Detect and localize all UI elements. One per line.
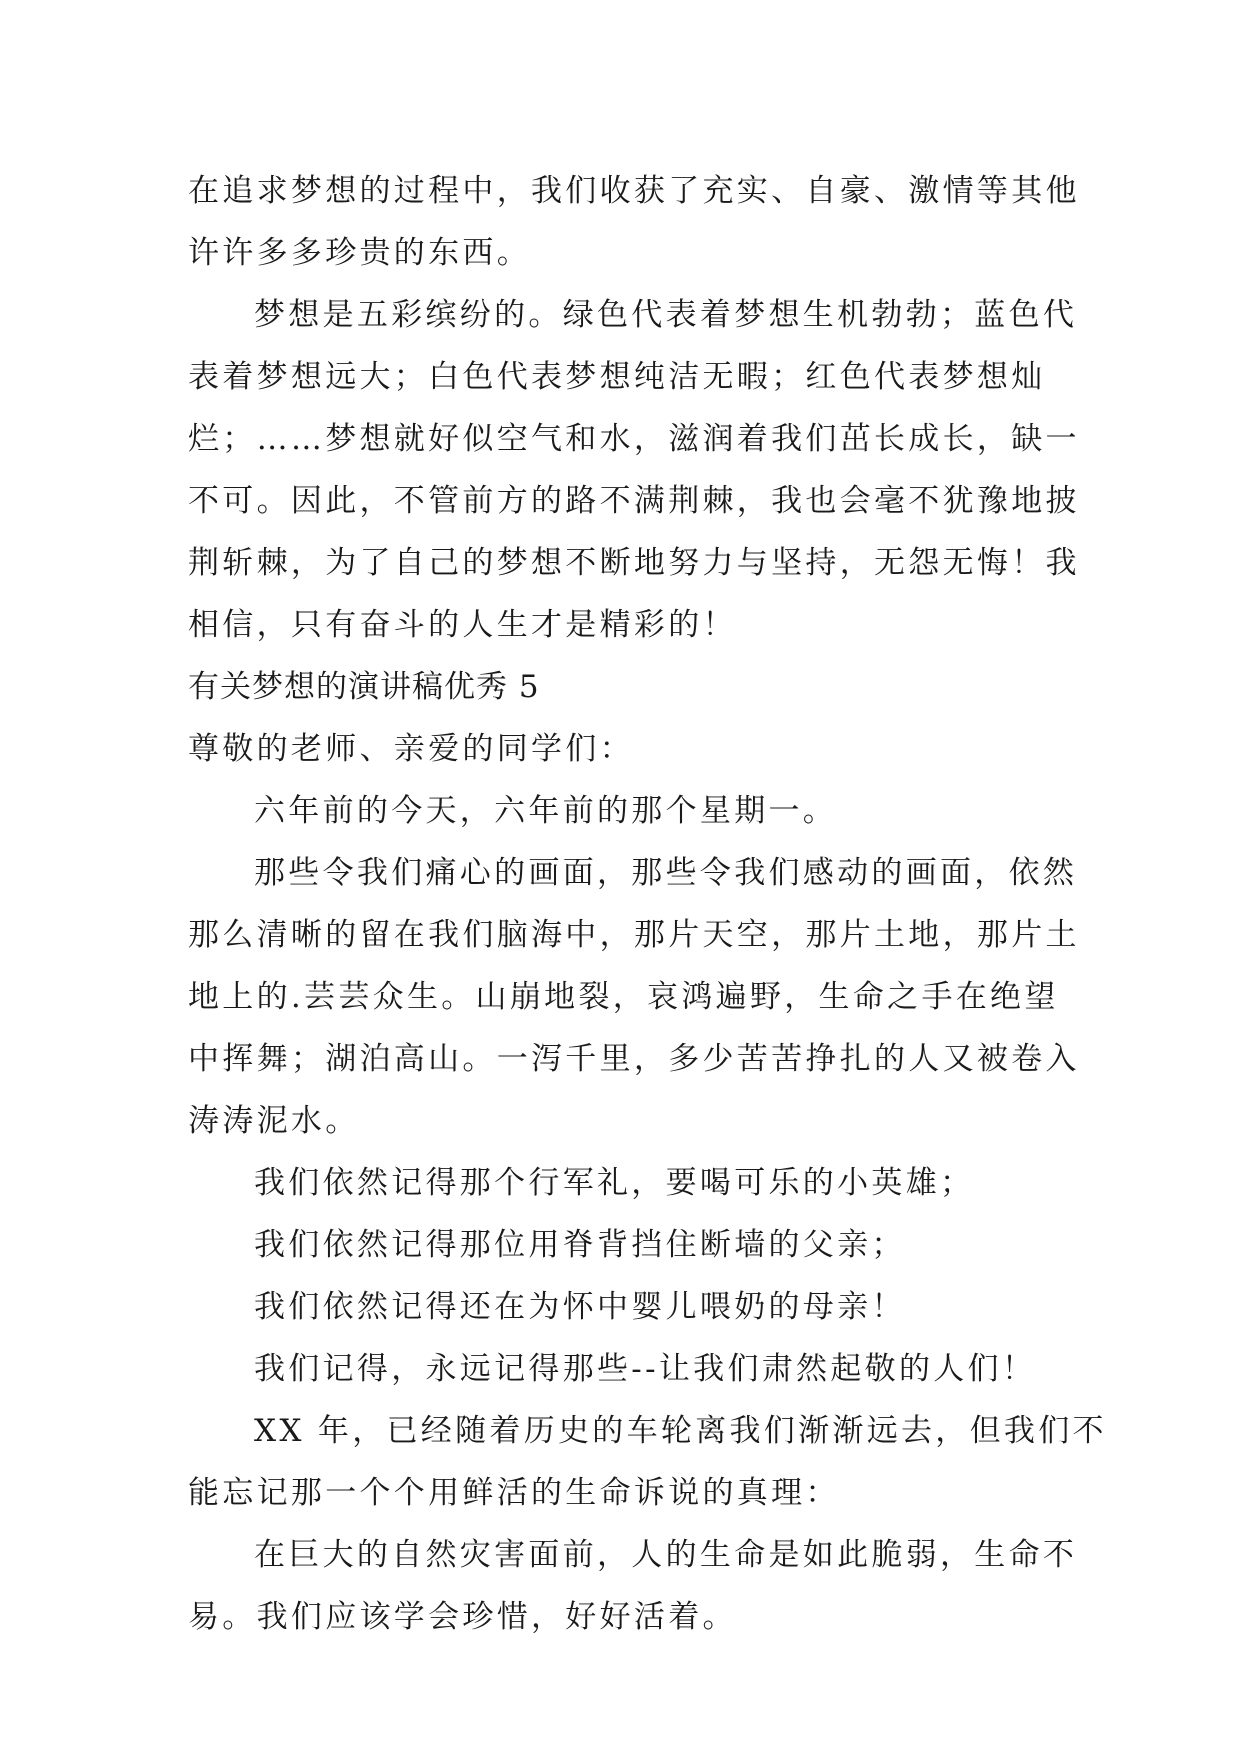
text-line: 我们依然记得那位用脊背挡住断墙的父亲； [254,1227,906,1263]
text-line: 我们记得，永远记得那些--让我们肃然起敬的人们！ [254,1351,1037,1387]
text-line: 我们依然记得还在为怀中婴儿喂奶的母亲！ [254,1289,906,1325]
text-line: 中挥舞；湖泊高山。一泻千里，多少苦苦挣扎的人又被卷入 [188,1041,1080,1077]
text-line: 那么清晰的留在我们脑海中，那片天空，那片土地，那片土 [188,917,1080,953]
text-line: 表着梦想远大；白色代表梦想纯洁无暇；红色代表梦想灿 [188,359,1046,395]
text-line: 那些令我们痛心的画面，那些令我们感动的画面，依然 [254,855,1078,891]
text-line: 许许多多珍贵的东西。 [188,235,531,271]
text-line: 能忘记那一个个用鲜活的生命诉说的真理： [188,1475,840,1511]
text-line: 荆斩棘，为了自己的梦想不断地努力与坚持，无怨无悔！我 [188,545,1080,581]
text-line: 在追求梦想的过程中，我们收获了充实、自豪、激情等其他 [188,173,1080,209]
document-body [188,160,1107,1648]
text-line: XX 年，已经随着历史的车轮离我们渐渐远去，但我们不 [254,1413,1107,1449]
text-line: 相信，只有奋斗的人生才是精彩的！ [188,607,737,643]
text-line: 不可。因此，不管前方的路不满荆棘，我也会毫不犹豫地披 [188,483,1080,519]
salutation: 尊敬的老师、亲爱的同学们： [188,731,634,767]
text-line: 涛涛泥水。 [188,1103,360,1139]
text-line: 六年前的今天，六年前的那个星期一。 [254,793,838,829]
text-line: 地上的.芸芸众生。山崩地裂，哀鸿遍野，生命之手在绝望 [188,979,1059,1015]
text-line: 易。我们应该学会珍惜，好好活着。 [188,1599,737,1635]
text-line: 梦想是五彩缤纷的。绿色代表着梦想生机勃勃；蓝色代 [254,297,1078,333]
text-line: 我们依然记得那个行军礼，要喝可乐的小英雄； [254,1165,975,1201]
section-heading: 有关梦想的演讲稿优秀 5 [188,669,540,705]
text-line: 烂；……梦想就好似空气和水，滋润着我们茁长成长，缺一 [188,421,1080,457]
text-line: 在巨大的自然灾害面前，人的生命是如此脆弱，生命不 [254,1537,1078,1573]
